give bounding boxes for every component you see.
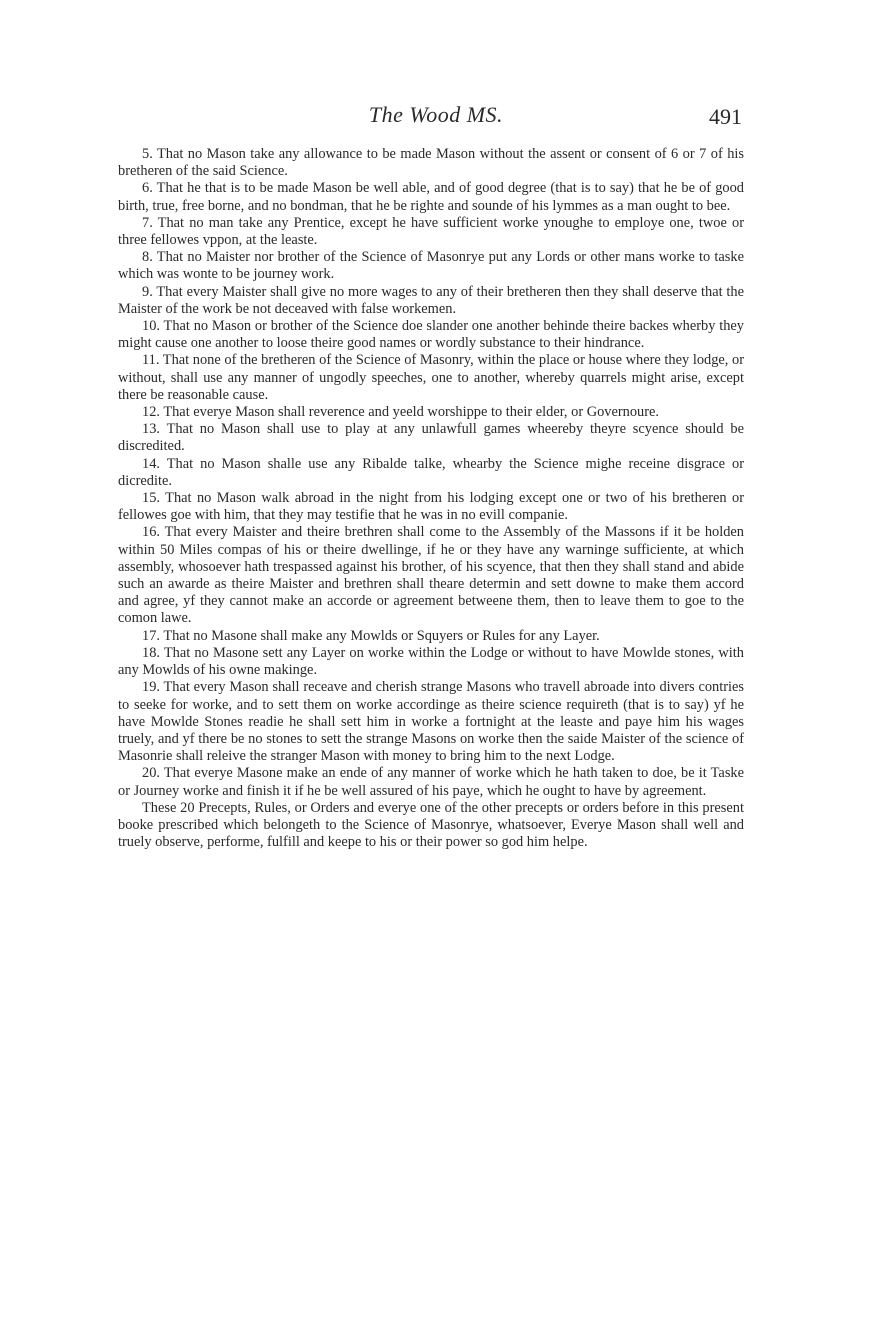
page-number: 491 bbox=[709, 104, 742, 129]
precept-8: 8. That no Maister nor brother of the Science of Masonrye put any Lords or other mans worke to taske which was wonte to be journey work. bbox=[118, 249, 744, 283]
precept-15: 15. That no Mason walk abroad in the night from his lodging except one or two of his bretheren or fellowes goe with him, that they may testifie that he was in no evill companie. bbox=[118, 490, 744, 524]
precept-16: 16. That every Maister and theire brethren shall come to the Assembly of the Massons if it be holden within 50 Miles compas of his or theire dwellinge, if he or they have any warninge sufficiente, at which assembly, whosoever hath trespassed against his brother, of his scyence, that then they shall stand and abide such an awarde as theire Maister and brethren shall theare determin and sett downe to make them accord and agree, yf they cannot make an accorde or agreement betweene them, then to leave them to goe to the comon lawe. bbox=[118, 524, 744, 627]
precept-19: 19. That every Mason shall receave and cherish strange Masons who travell abroade into divers contries to seeke for worke, and to sett them on worke accordinge as theire science requireth (that is to say) yf he have Mowlde Stones readie he shall sett him in worke a fortnight at the leaste and paye him his wages truely, and yf there be no stones to sett the strange Masons on worke then the saide Maister of the science of Masonrie shall releive the stranger Mason with money to bring him to the next Lodge. bbox=[118, 679, 744, 765]
precept-5: 5. That no Mason take any allowance to be made Mason without the assent or consent of 6 or 7 of his bretheren of the said Science. bbox=[118, 146, 744, 180]
precept-14: 14. That no Mason shalle use any Ribalde talke, whearby the Science mighe receine disgrace or dicredite. bbox=[118, 455, 744, 489]
precept-17: 17. That no Masone shall make any Mowlds or Squyers or Rules for any Layer. bbox=[142, 627, 600, 644]
closing-paragraph: These 20 Precepts, Rules, or Orders and everye one of the other precepts or orders before in this present booke prescribed which belongeth to the Science of Masonrye, whatsoever, Everye Mason shall well and truely observe, performe, fulfill and keepe to his or their power so god him helpe. bbox=[118, 799, 744, 851]
precept-12: 12. That everye Mason shall reverence and yeeld worshippe to their elder, or Governoure. bbox=[142, 404, 660, 421]
precept-13: 13. That no Mason shall use to play at any unlawfull games wheereby theyre scyence should be discredited. bbox=[118, 421, 744, 455]
precept-18: 18. That no Masone sett any Layer on worke within the Lodge or without to have Mowlde stones, with any Mowlds of his owne makinge. bbox=[118, 644, 744, 679]
precept-11: 11. That none of the bretheren of the Science of Masonry, within the place or house where they lodge, or without, shall use any manner of ungodly speeches, one to another, whereby quarrels might arise, except there be reasonable cause. bbox=[118, 352, 744, 403]
precept-7: 7. That no man take any Prentice, except he have sufficient worke ynoughe to employe one, twoe or three fellowes vppon, at the leaste. bbox=[118, 214, 744, 249]
running-head bbox=[0, 98, 872, 138]
precept-9: 9. That every Maister shall give no more wages to any of their bretheren then they shall deserve that the Maister of the work be not deceaved with false workemen. bbox=[118, 283, 744, 317]
precept-10: 10. That no Mason or brother of the Science doe slander one another behinde theire backes wherby they might cause one another to loose theire good names or wordly substance to their hindrance. bbox=[118, 318, 744, 352]
page-title: The Wood MS. bbox=[368, 102, 504, 127]
precept-6: 6. That he that is to be made Mason be well able, and of good degree (that is to say) that he be of good birth, true, free borne, and no bondman, that he be righte and sounde of his lymmes as a man ought to bee. bbox=[118, 180, 744, 214]
precept-20: 20. That everye Masone make an ende of any manner of worke which he hath taken to doe, be it Taske or Journey worke and finish it if he be well assured of his paye, which he ought to have by agreement. bbox=[118, 765, 744, 799]
body-text bbox=[118, 146, 744, 851]
